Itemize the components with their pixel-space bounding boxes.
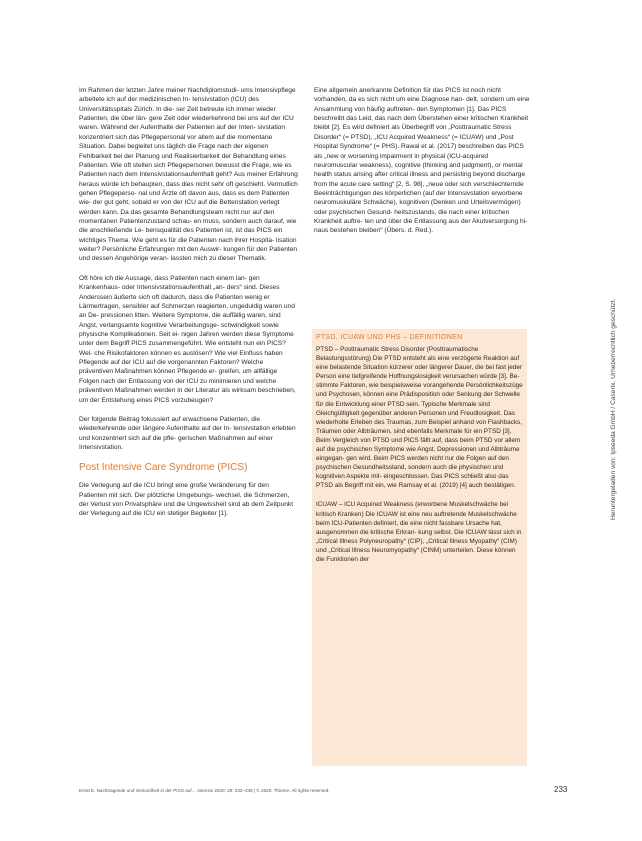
journal-footer: Ernst E. Nachtragende und Gesundheit in der PICS auf… intensiv 2020; 28: 232–238 | © 2020. Thieme. All rights reserved. <box>79 788 330 793</box>
section-paragraph: Die Verlegung auf die ICU bringt eine große Veränderung für den Patienten mit sich. Der plötzliche Umgebungs- wechsel, die Schmerzen, der Verlust von Privatsphäre und die Ungewissheit sind ab dem Zeitpunkt der Verlegung auf die ICU ein stetiger Begleiter [1]. <box>79 482 294 518</box>
download-notice: Heruntergeladen von: Ipseeda GmbH / Caserix. Urheberrechtlich geschützt. <box>610 298 617 520</box>
section-heading: Post Intensive Care Syndrome (PICS) <box>79 462 248 474</box>
intro-paragraph-3: Der folgende Beitrag fokussiert auf erwachsene Patienten, die wiederkehrende oder längere Aufenthalte auf der In- tensivstation erlebten und konzentriert sich auf die pfle- gerischen Maßnahmen auf einer Intensivstation. <box>79 415 296 451</box>
definitions-box-title: PTSD, ICUAW UND PHS – DEFINITIONEN <box>316 334 463 341</box>
definitions-box <box>312 329 527 766</box>
page-number: 233 <box>554 785 568 794</box>
definition-paragraph: Eine allgemein anerkannte Definition für das PICS ist noch nicht vorhanden, da es sich nicht um eine Diagnose han- delt, sondern um eine Ansammlung von häufig auftreten- den Symptomen [1]. Das PICS beschreibt das Leid, das nach dem Überstehen einer kritischen Krankheit bleibt [2]. Es wird definiert als Überbegriff von „Posttraumatic Stress Disorder“ (= PTSD), „ICU Acquired Weakness“ (= ICUAW) und „Post Hospital Syndrome“ (= PHS). Rawal et al. (2017) beschreiben das PICS als „new or worsening impairment in physical (ICU-acquired neuromuscular weakness), cognitive (thinking and judgment), or mental health status arising after critical illness and persisting beyond discharge from the acute care setting“ [2, S. 98], „neue oder sich verschlechternde Beeinträchtigungen des körperlichen (auf der Intensivstation erworbene neuromuskuläre Schwäche), kognitiven (Denken und Urteilsvermögen) oder psychischen Gesund- heitszustands, die nach einer kritischen Krankheit auftre- ten und über die Entlassung aus der Akutversorgung hi- naus bestehen bleiben“ (Übers. d. Red.). <box>314 87 530 235</box>
intro-paragraph-1: Im Rahmen der letzten Jahre meiner Nachdiplomstudi- ums Intensivpflege arbeitete ich auf der medizinischen In- tensivstation (ICU) des Universitätsspitals Zürich. In die- ser Zeit betreute ich immer wieder Patienten, die über län- gere Zeit oder wiederkehrend bei uns auf der ICU waren. Während der Aufenthalte der Patienten auf der Inten- sivstation konzentriert sich das Pflegepersonal vor allem auf die momentane Situation. Dabei begleitet uns täglich die Frage nach der eigenen Fehlbarkeit bei der Planung und Realisierbarkeit der Behandlung eines Patienten. Wie oft stellen sich Pflegepersonen bewusst die Frage, wie es Patienten nach dem Intensivstationsaufenthalt geht? Aus meiner Erfahrung heraus würde ich behaupten, dass dies nicht sehr oft geschieht. Vermutlich gehen Pflegeperso- nal und Ärzte oft davon aus, dass es dem Patienten wie- der gut geht, sobald er von der ICU auf die Bettenstation verlegt werden kann. Da das gesamte Behandlungsteam nicht nur auf den momentanen Patientenzustand schau- en muss, sondern auch darauf, wie die anschließende Le- bensqualität des Patienten ist, ist das PICS ein wichtiges Thema. Wie geht es für die Patienten nach ihrer Hospita- lisation weiter? Persönliche Erfahrungen mit den Auswir- kungen für den Patienten und dessen Angehörige veran- lassten mich zu dieser Thematik. <box>79 87 298 263</box>
intro-paragraph-2: Oft höre ich die Aussage, dass Patienten nach einem lan- gen Krankenhaus- oder Intensivstationsaufenthalt „an- ders“ sind. Dieses Anderssein äußerte sich oft dadurch, dass die Patienten wenig er Lärmertragen, sensibler auf Schmerzen reagierten, ungeduldig waren und an De- pressionen litten. Weitere Symptome, die auffällig waren, sind Angst, verlangsamte kognitive Verarbeitungsge- schwindigkeit sowie physische Komplikationen. Seit ei- nigen Jahren werden diese Symptome unter dem Begriff PICS zusammengeführt. Wie entsteht nun ein PICS? Wel- che Risikofaktoren können es auslösen? Wie viel Einfluss haben Pflegende auf der ICU auf die vorgenannten Faktoren? Welche präventiven Maßnahmen können Pflegende er- greifen, um allfällige Folgen nach der Entlassung von der ICU zu minimieren und welche präventiven Maßnahmen werden in der Literatur als wirksam beschrieben, um der Entstehung eines PICS vorzubeugen? <box>79 274 296 404</box>
definition-ptsd: PTSD – Posttraumatic Stress Disorder (Posttraumatische Belastungsstörung) Die PTSD entsteht als eine verzögerte Reaktion auf eine belastende Situation kürzerer oder längerer Dauer, die bei fast jeder Person eine tiefgreifende Hoffnungslosigkeit verursachen würde [3]. Be- stimmte Faktoren, wie beispielsweise vorangehende Persönlichkeitszüge und Psychosen, können eine Prädisposition oder Senkung der Schwelle für die Entwicklung einer PTSD sein. Typische Merkmale sind Gleichgültigkeit gegenüber anderen Personen und Freudlosigkeit. Das wiederholte Erleben des Traumas, zum Beispiel anhand von Flashbacks, Träumen oder Albträumen, sind ebenfalls Merkmale für ein PTSD [3]. Beim Vergleich von PTSD und PICS fällt auf, dass beim PTSD vor allem auf die psychischen Symptome wie Angst, Depressionen und Albträume eingegan- gen wird. Beim PICS werden nicht nur die Folgen auf den psychischen Gesundheitsstand, sondern auch die physischen und kognitiven Aspekte mit- eingeschlossen. Das PICS schließt also das PTSD als Begriff mit ein, wie Ramsay et al. (2019) [4] auch bestätigen. <box>316 345 523 490</box>
left-column <box>79 86 298 529</box>
definition-icuaw: ICUAW – ICU Acquired Weakness (erworbene Muskelschwäche bei kritisch Kranken) Die ICUAW ist eine neu auftretende Muskelschwäche beim ICU-Patienten definiert, die eine nicht fassbare Ursache hat, ausgenommen die kritische Erkran- kung selbst. Die ICUAW lässt sich in „Critical Illness Polyneuropathy“ (CIP), „Critical Illness Myopathy“ (CIM) und „Critical Illness Neuromyopathy“ (CINM) unterteilen. Diese können die Funktionen der <box>316 501 522 563</box>
right-column <box>314 86 531 246</box>
